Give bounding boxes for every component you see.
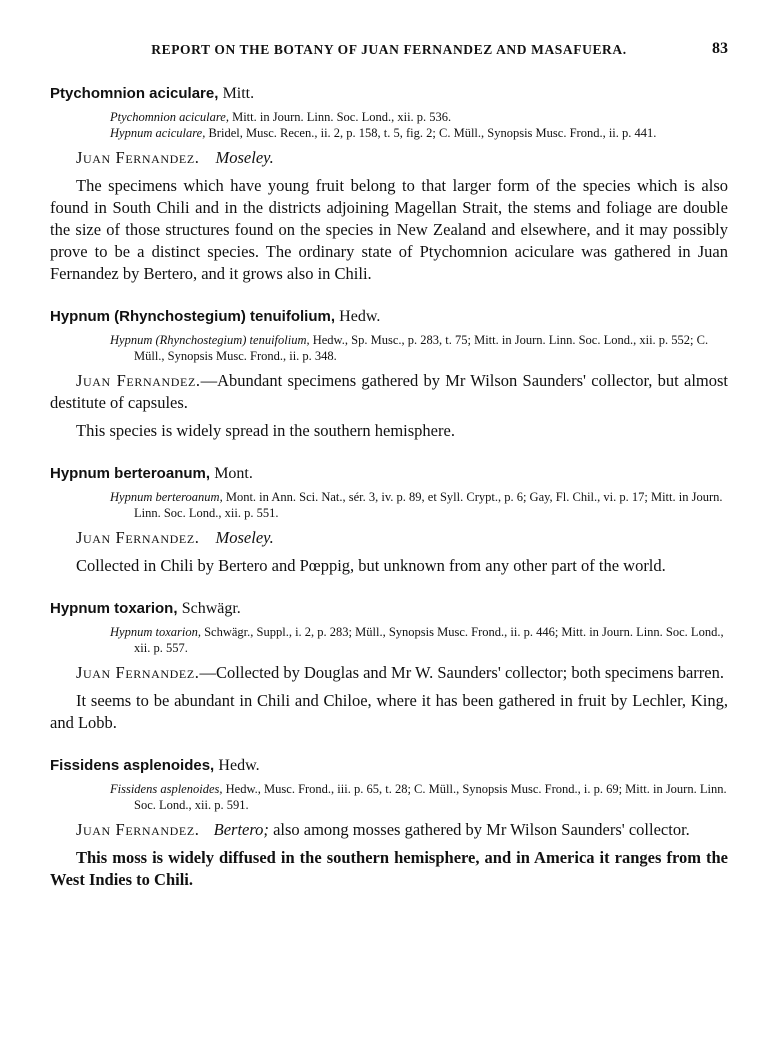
- locality-name: Juan Fernandez.: [76, 371, 201, 390]
- page-content: [50, 84, 728, 913]
- species-entry: [50, 307, 728, 442]
- reference-name: Ptychomnion aciculare,: [110, 110, 229, 124]
- species-entry: [50, 756, 728, 891]
- species-name: Ptychomnion aciculare,: [50, 85, 219, 102]
- reference-name: Hypnum berteroanum,: [110, 490, 223, 504]
- locality-paragraph: [50, 662, 728, 684]
- locality-name: Juan Fernandez.: [76, 148, 200, 167]
- locality-text: also among mosses gathered by Mr Wilson Saunders' collector.: [273, 820, 690, 839]
- species-author: Mitt.: [222, 85, 255, 102]
- species-name: Fissidens asplenoides,: [50, 757, 215, 774]
- reference-list: [50, 781, 728, 813]
- reference-text: Hedw., Musc. Frond., iii. p. 65, t. 28; C. Müll., Synopsis Musc. Frond., i. p. 69; Mitt. in Journ. Linn. Soc. Lond., xii. p. 591.: [134, 782, 727, 812]
- reference-line: [50, 125, 728, 141]
- body-paragraph: It seems to be abundant in Chili and Chiloe, where it has been gathered in fruit by Lechler, King, and Lobb.: [50, 691, 728, 732]
- species-author: Hedw.: [218, 757, 260, 774]
- reference-text: Mont. in Ann. Sci. Nat., sér. 3, iv. p. 89, et Syll. Crypt., p. 6; Gay, Fl. Chil., vi. p. 17; Mitt. in Journ. Linn. Soc. Lond., xii. p. 551.: [134, 490, 723, 520]
- page-number: 83: [712, 40, 728, 57]
- species-author: Mont.: [214, 465, 253, 482]
- reference-list: [50, 624, 728, 656]
- reference-text: Mitt. in Journ. Linn. Soc. Lond., xii. p. 536.: [232, 110, 452, 124]
- species-heading: [50, 756, 728, 776]
- locality-line: [50, 147, 728, 169]
- reference-name: Hypnum toxarion,: [110, 625, 201, 639]
- reference-text: Schwägr., Suppl., i. 2, p. 283; Müll., Synopsis Musc. Frond., ii. p. 446; Mitt. in Journ. Linn. Soc. Lond., xii. p. 557.: [134, 625, 724, 655]
- reference-name: Fissidens asplenoides,: [110, 782, 223, 796]
- reference-line: [50, 109, 728, 125]
- species-entry: [50, 599, 728, 734]
- body-paragraph: This species is widely spread in the southern hemisphere.: [76, 421, 455, 440]
- reference-line: [50, 332, 728, 364]
- species-name: Hypnum berteroanum,: [50, 465, 211, 482]
- reference-list: [50, 489, 728, 521]
- reference-text: Bridel, Musc. Recen., ii. 2, p. 158, t. 5, fig. 2; C. Müll., Synopsis Musc. Frond., ii. p. 441.: [208, 126, 657, 140]
- locality-name: Juan Fernandez.: [76, 528, 200, 547]
- body-paragraph: This moss is widely diffused in the southern hemisphere, and in America it ranges from the West Indies to Chili.: [50, 848, 728, 889]
- species-name: Hypnum toxarion,: [50, 600, 178, 617]
- locality-paragraph: [50, 370, 728, 414]
- species-entry: [50, 84, 728, 285]
- collector-name: Moseley.: [215, 148, 274, 167]
- page-header: [50, 42, 728, 66]
- species-heading: [50, 307, 728, 327]
- species-author: Schwägr.: [181, 600, 241, 617]
- locality-text: —Abundant specimens gathered by Mr Wilson Saunders' collector, but almost destitute of capsules.: [50, 371, 728, 412]
- reference-line: [50, 624, 728, 656]
- reference-line: [50, 781, 728, 813]
- reference-name: Hypnum (Rhynchostegium) tenuifolium,: [110, 333, 310, 347]
- species-author: Hedw.: [339, 308, 381, 325]
- species-heading: [50, 84, 728, 104]
- locality-text: —Collected by Douglas and Mr W. Saunders' collector; both specimens barren.: [199, 663, 724, 682]
- species-heading: [50, 464, 728, 484]
- species-name: Hypnum (Rhynchostegium) tenuifolium,: [50, 308, 335, 325]
- reference-text: Hedw., Sp. Musc., p. 283, t. 75; Mitt. in Journ. Linn. Soc. Lond., xii. p. 552; C. Müll., Synopsis Musc. Frond., ii. p. 348.: [134, 333, 709, 363]
- body-paragraph: Collected in Chili by Bertero and Pœppig, but unknown from any other part of the world.: [76, 556, 666, 575]
- running-head: REPORT ON THE BOTANY OF JUAN FERNANDEZ AND MASAFUERA.: [151, 42, 627, 57]
- reference-line: [50, 489, 728, 521]
- collector-name: Moseley.: [215, 528, 274, 547]
- body-paragraph: The specimens which have young fruit belong to that larger form of the species which is also found in South Chili and in the districts adjoining Magellan Strait, the stems and foliage are double the size of those structures found on the species in New Zealand and elsewhere, and it may possibly prove to be a distinct species. The ordinary state of Ptychomnion aciculare was gathered in Juan Fernandez by Bertero, and it grows also in Chili.: [50, 176, 728, 283]
- reference-list: [50, 332, 728, 364]
- reference-name: Hypnum aciculare,: [110, 126, 206, 140]
- collector-name: Bertero;: [213, 820, 269, 839]
- locality-name: Juan Fernandez.: [76, 663, 200, 682]
- locality-paragraph: [50, 819, 728, 841]
- species-heading: [50, 599, 728, 619]
- species-entry: [50, 464, 728, 577]
- locality-line: [50, 527, 728, 549]
- locality-name: Juan Fernandez.: [76, 820, 200, 839]
- reference-list: [50, 109, 728, 141]
